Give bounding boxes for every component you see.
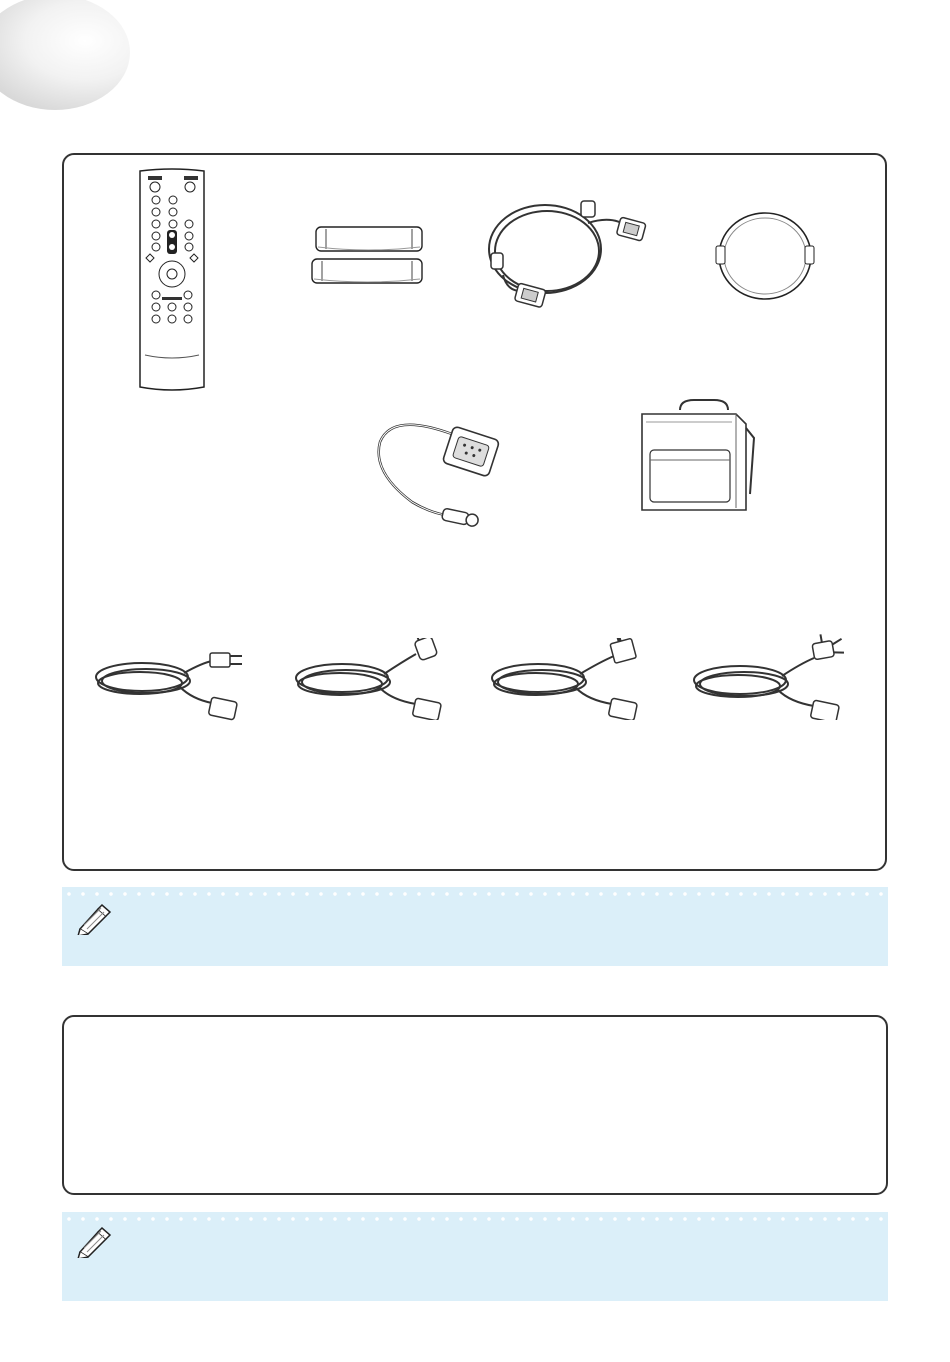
carrying-bag-icon bbox=[636, 398, 756, 516]
serial-adaptor-icon bbox=[372, 412, 522, 532]
note-box bbox=[62, 887, 888, 966]
pencil-note-icon bbox=[76, 903, 112, 935]
pencil-note-icon bbox=[76, 1226, 112, 1258]
remote-control-icon bbox=[136, 167, 208, 392]
corner-decoration bbox=[0, 0, 130, 110]
note-box bbox=[62, 1212, 888, 1301]
power-cord-icon bbox=[292, 638, 452, 720]
vga-cable-icon bbox=[483, 195, 663, 330]
battery-pair-icon bbox=[308, 223, 428, 289]
lens-cap-icon bbox=[712, 210, 818, 302]
power-cord-icon bbox=[690, 634, 850, 720]
dotted-border bbox=[62, 891, 888, 897]
power-cord-icon bbox=[92, 643, 252, 721]
dotted-border bbox=[62, 1216, 888, 1222]
power-cord-icon bbox=[488, 638, 648, 720]
optional-accessories-box bbox=[62, 1015, 888, 1195]
